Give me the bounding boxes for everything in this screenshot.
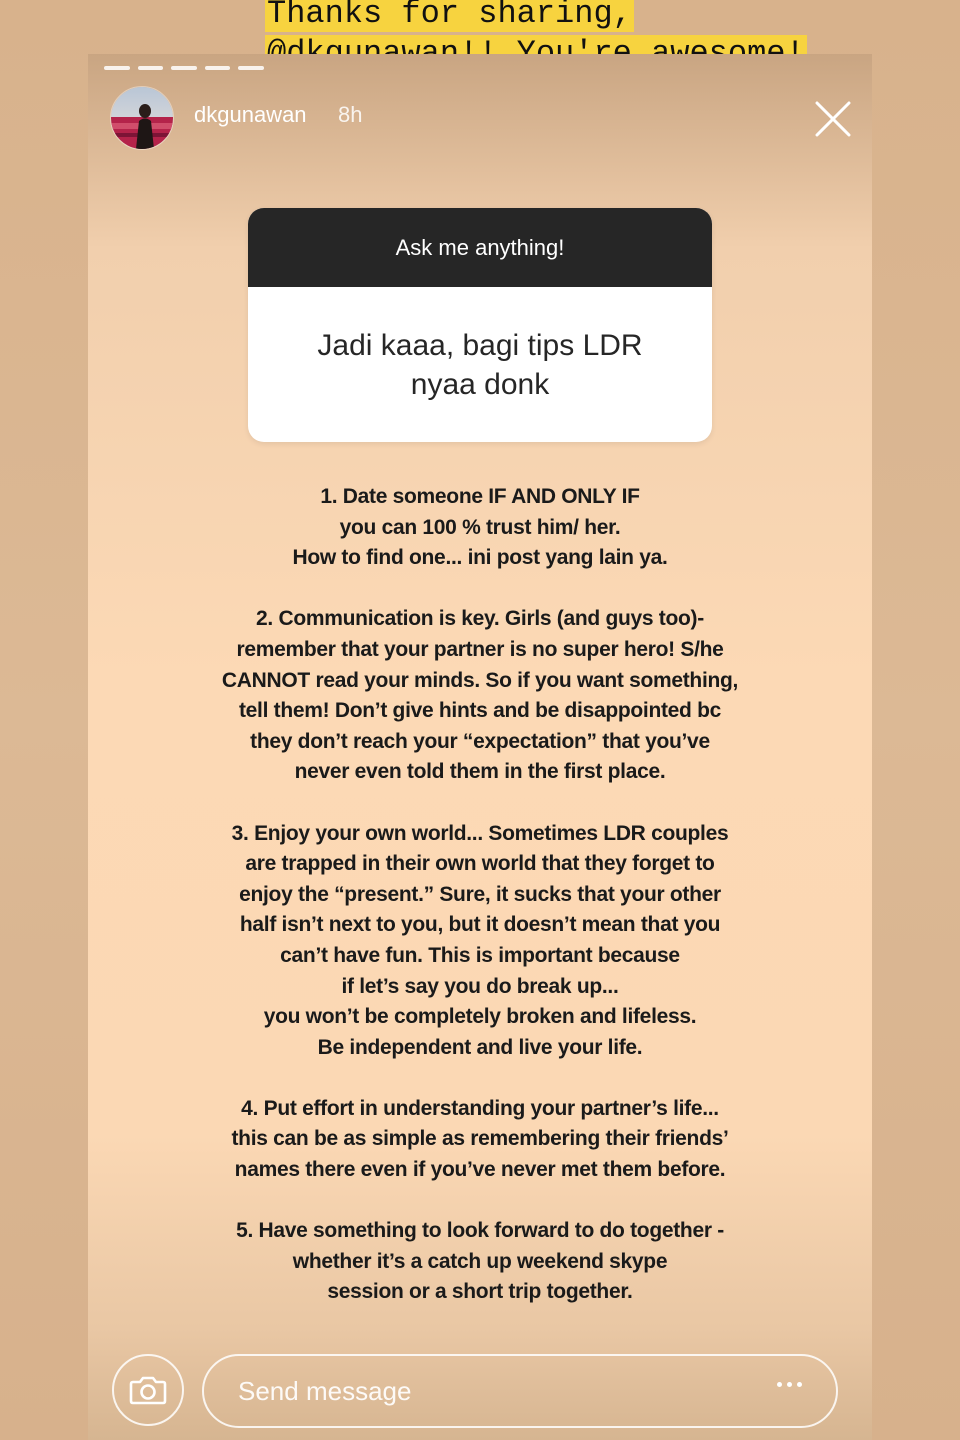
send-message-placeholder: Send message — [238, 1375, 412, 1406]
tip-line: session or a short trip together. — [327, 1280, 633, 1304]
tip-line: they don’t reach your “expectation” that you’ve — [250, 729, 710, 753]
tip-line: 5. Have something to look forward to do together - — [236, 1219, 724, 1243]
tip-line: if let’s say you do break up... — [341, 974, 619, 998]
more-dots-icon — [787, 1382, 792, 1387]
tip-line: 4. Put effort in understanding your partner’s life... — [241, 1096, 719, 1120]
tip-line: enjoy the “present.” Sure, it sucks that your other — [239, 882, 721, 906]
close-button[interactable] — [812, 98, 854, 140]
more-dots-icon — [777, 1382, 782, 1387]
tip-paragraph — [180, 819, 780, 1064]
tip-paragraph — [180, 604, 780, 788]
tip-line: names there even if you’ve never met them before. — [234, 1158, 726, 1182]
story-progress-segment — [171, 66, 197, 70]
story-progress-segment — [104, 66, 130, 70]
caption-line-1: Thanks for sharing, — [265, 0, 634, 32]
close-icon — [812, 98, 854, 140]
tip-paragraph — [180, 482, 780, 574]
story-progress-segment — [138, 66, 164, 70]
tip-line: you won’t be completely broken and lifeless. — [263, 1005, 697, 1029]
tip-line: How to find one... ini post yang lain ya. — [292, 546, 668, 570]
question-sticker — [248, 208, 712, 442]
tip-line: this can be as simple as remembering their friends’ — [231, 1127, 729, 1151]
tip-line: 1. Date someone IF AND ONLY IF — [320, 485, 640, 508]
more-options-button[interactable] — [773, 1378, 806, 1391]
tip-line: 3. Enjoy your own world... Sometimes LDR couples — [231, 821, 729, 845]
tip-paragraph — [180, 1216, 780, 1308]
tip-line: never even told them in the first place. — [294, 760, 666, 784]
tip-line: CANNOT read your minds. So if you want something, — [221, 668, 739, 692]
story-progress-segment — [205, 66, 231, 70]
tips-text-block — [180, 482, 780, 1339]
camera-icon — [129, 1375, 167, 1405]
camera-button[interactable] — [112, 1354, 184, 1426]
avatar[interactable] — [110, 86, 174, 150]
story-viewer — [88, 54, 872, 1440]
story-username[interactable]: dkgunawan — [194, 102, 307, 127]
tip-line: remember that your partner is no super hero! S/he — [236, 637, 724, 661]
tip-line: Be independent and live your life. — [317, 1035, 643, 1059]
tip-line: you can 100 % trust him/ her. — [339, 515, 621, 539]
question-sticker-text: Jadi kaaa, bagi tips LDR nyaa donk — [317, 328, 643, 401]
send-message-input[interactable] — [202, 1354, 838, 1428]
question-sticker-header: Ask me anything! — [248, 208, 712, 287]
more-dots-icon — [797, 1382, 802, 1387]
story-timestamp: 8h — [338, 102, 363, 127]
tip-line: tell them! Don’t give hints and be disappointed bc — [238, 699, 722, 723]
tip-line: half isn’t next to you, but it doesn’t mean that you — [239, 913, 721, 937]
story-progress-segment — [238, 66, 264, 70]
avatar-photo-icon — [111, 87, 173, 149]
tip-line: can’t have fun. This is important because — [280, 943, 680, 967]
tip-line: are trapped in their own world that they forget to — [245, 852, 715, 876]
tip-paragraph — [180, 1094, 780, 1186]
tip-line: whether it’s a catch up weekend skype — [292, 1249, 668, 1273]
story-progress-bar — [104, 66, 264, 70]
tip-line: 2. Communication is key. Girls (and guys too)- — [256, 607, 704, 631]
